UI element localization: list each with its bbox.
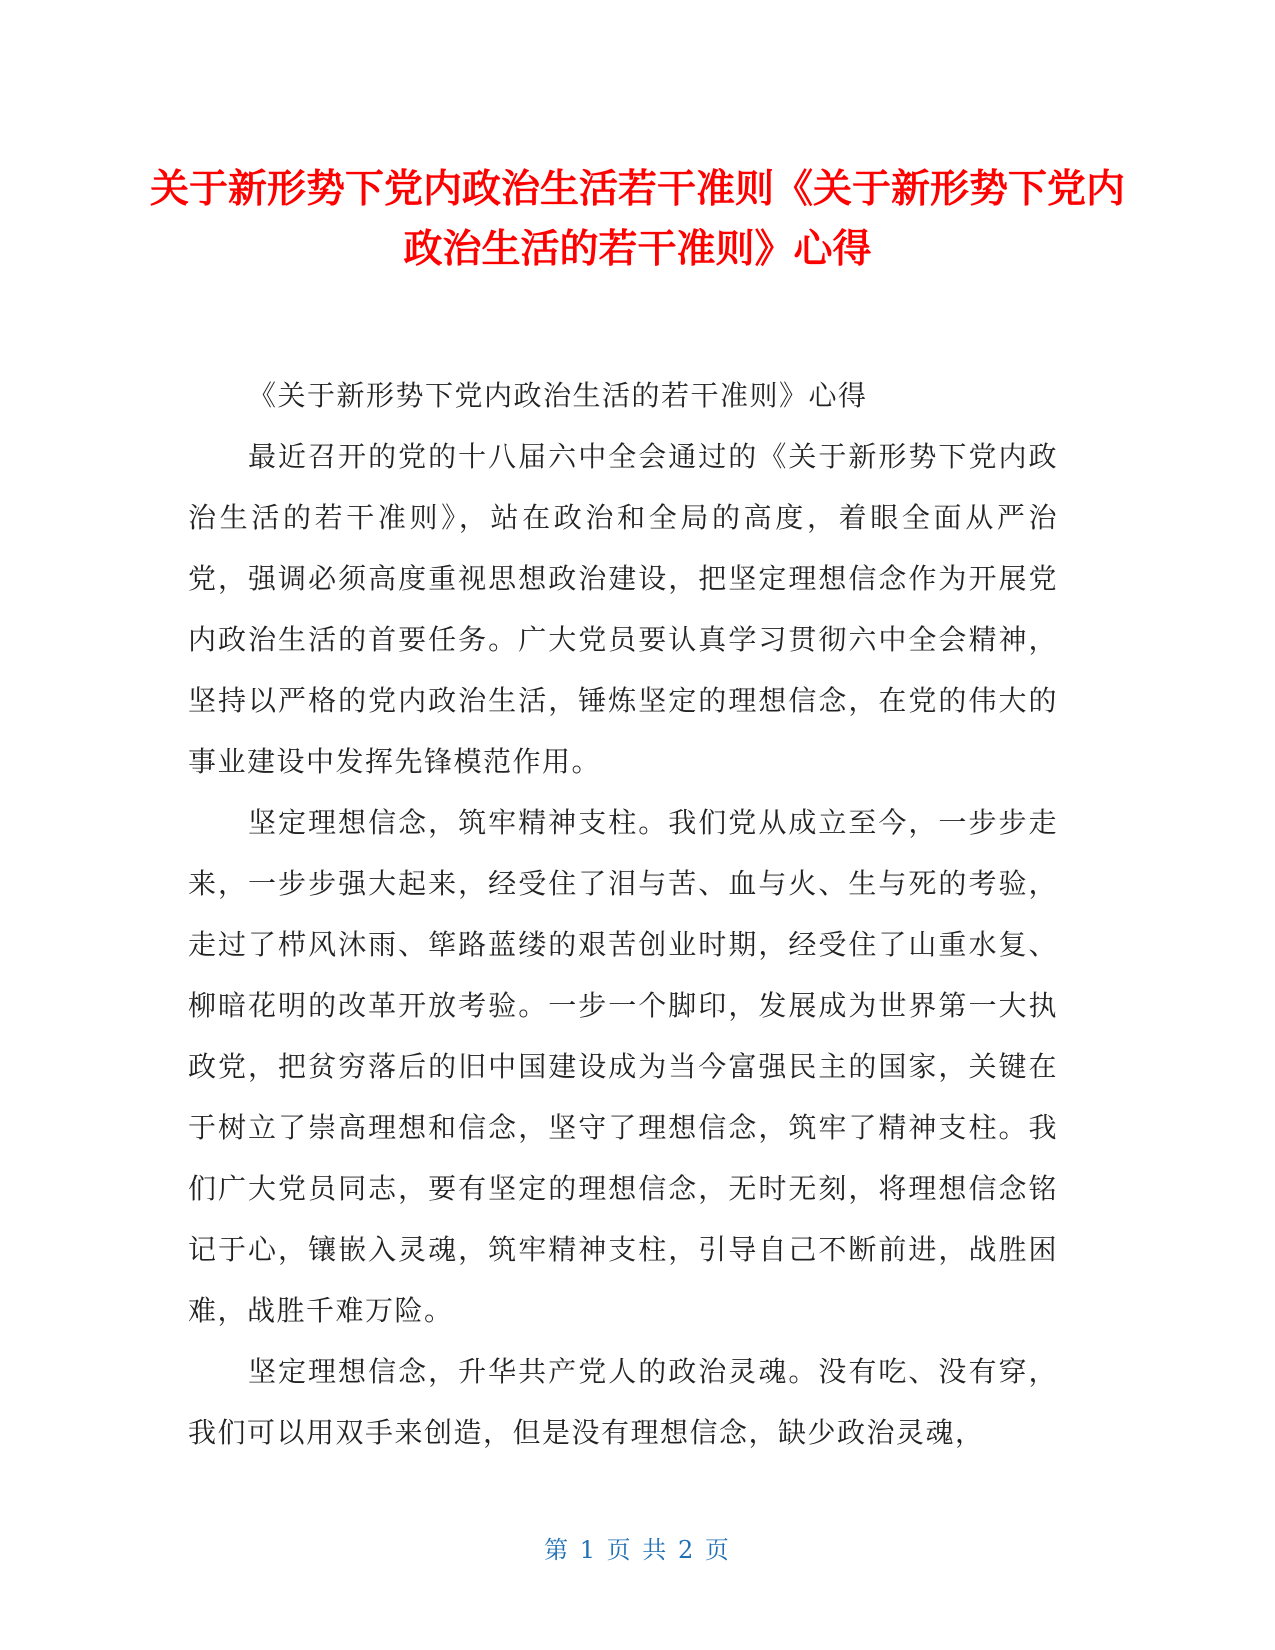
- paragraph-spiritual-pillar: 坚定理想信念，筑牢精神支柱。我们党从成立至今，一步步走来，一步步强大起来，经受住了泪与苦、血与火、生与死的考验，走过了栉风沐雨、筚路蓝缕的艰苦创业时期，经受住了山重水复、柳暗花明的改革开放考验。一步一个脚印，发展成为世界第一大执政党，把贫穷落后的旧中国建设成为当今富强民主的国家，关键在于树立了崇高理想和信念，坚守了理想信念，筑牢了精神支柱。我们广大党员同志，要有坚定的理想信念，无时无刻，将理想信念铭记于心，镶嵌入灵魂，筑牢精神支柱，引导自己不断前进，战胜困难，战胜千难万险。: [188, 806, 1058, 1327]
- page-number-footer: 第 1 页 共 2 页: [544, 1536, 731, 1564]
- paragraph-intro: 最近召开的党的十八届六中全会通过的《关于新形势下党内政治生活的若干准则》，站在政治和全局的高度，着眼全面从严治党，强调必须高度重视思想政治建设，把坚定理想信念作为开展党内政治生活的首要任务。广大党员要认真学习贯彻六中全会精神，坚持以严格的党内政治生活，锤炼坚定的理想信念，在党的伟大的事业建设中发挥先锋模范作用。: [188, 440, 1058, 778]
- paragraph-subtitle: 《关于新形势下党内政治生活的若干准则》心得: [248, 379, 868, 412]
- paragraph-political-soul: 坚定理想信念，升华共产党人的政治灵魂。没有吃、没有穿，我们可以用双手来创造，但是没有理想信念，缺少政治灵魂，: [188, 1355, 1058, 1449]
- document-title: 关于新形势下党内政治生活若干准则《关于新形势下党内政治生活的若干准则》心得: [150, 167, 1126, 272]
- document-body: [188, 365, 1058, 1463]
